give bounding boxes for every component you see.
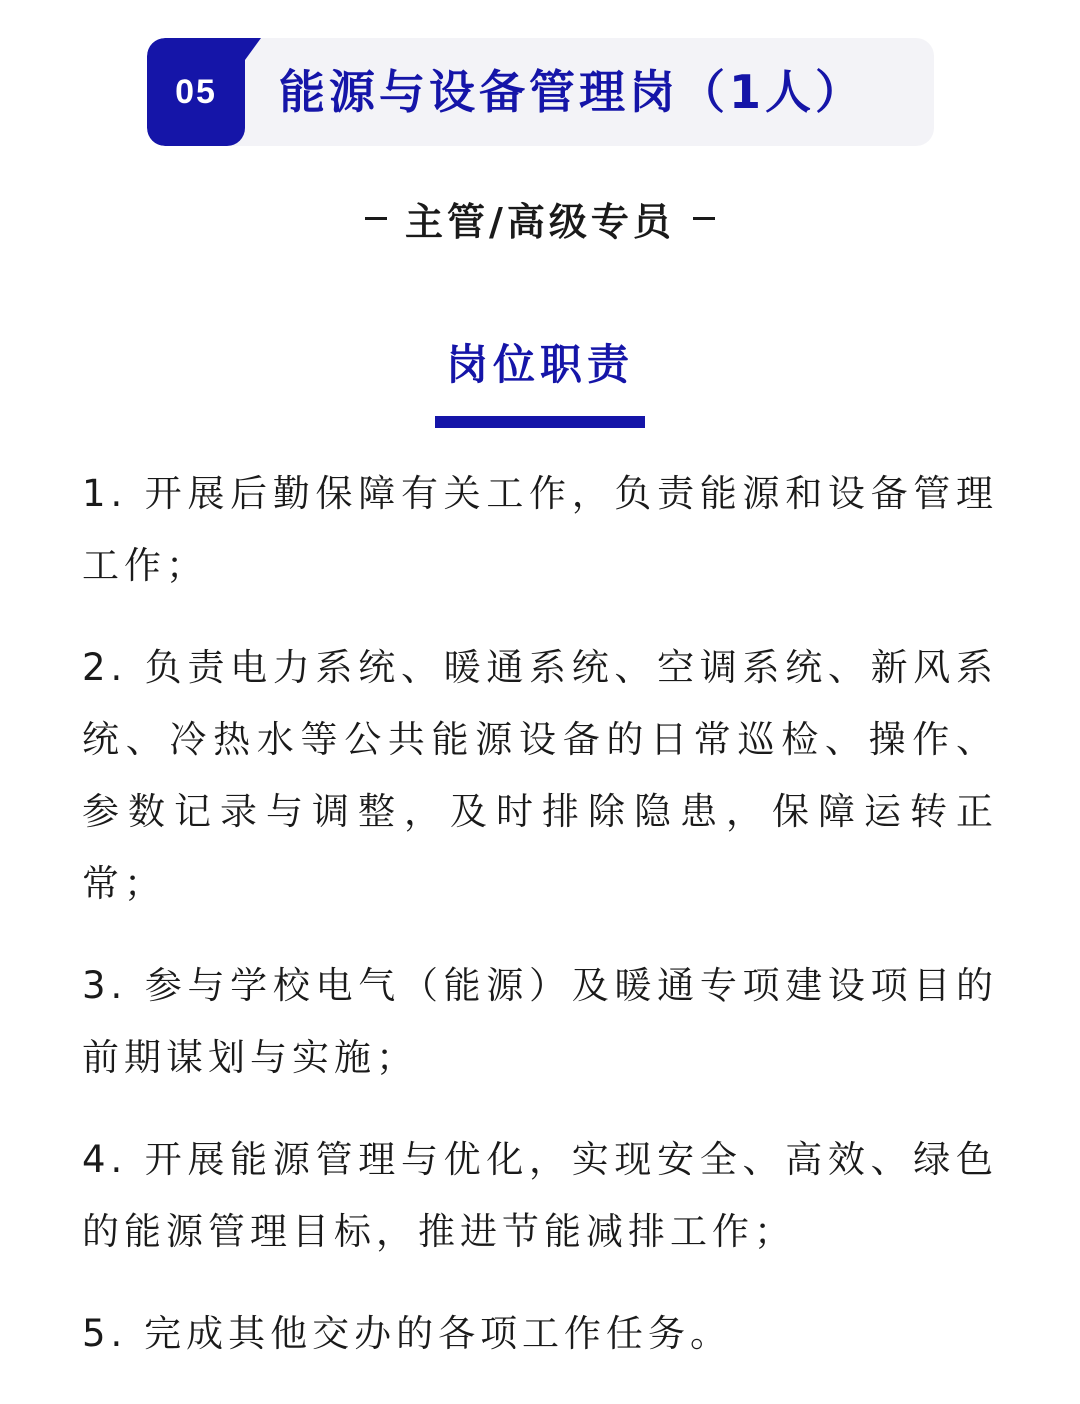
- duty-item: 2. 负责电力系统、暖通系统、空调系统、新风系统、冷热水等公共能源设备的日常巡检、操作、参数记录与调整，及时排除隐患，保障运转正常；: [82, 646, 998, 905]
- section-underline: [435, 416, 645, 428]
- duty-item: 1. 开展后勤保障有关工作，负责能源和设备管理工作；: [82, 472, 998, 587]
- section-title: 岗位职责: [445, 340, 634, 389]
- subtitle-dash-left: [365, 217, 387, 220]
- header-card: [147, 38, 934, 146]
- position-number-badge: 05: [147, 38, 245, 146]
- duty-item: 3. 参与学校电气（能源）及暖通专项建设项目的前期谋划与实施；: [82, 964, 998, 1079]
- subtitle-row: [0, 188, 1080, 248]
- duty-item: 4. 开展能源管理与优化，实现安全、高效、绿色的能源管理目标，推进节能减排工作；: [82, 1138, 998, 1253]
- position-level: 主管/高级专员: [405, 199, 675, 244]
- duties-list: [82, 458, 998, 1400]
- subtitle-dash-right: [693, 217, 715, 220]
- position-title: 能源与设备管理岗（1人）: [279, 65, 866, 119]
- duty-item: 5. 完成其他交办的各项工作任务。: [82, 1312, 733, 1355]
